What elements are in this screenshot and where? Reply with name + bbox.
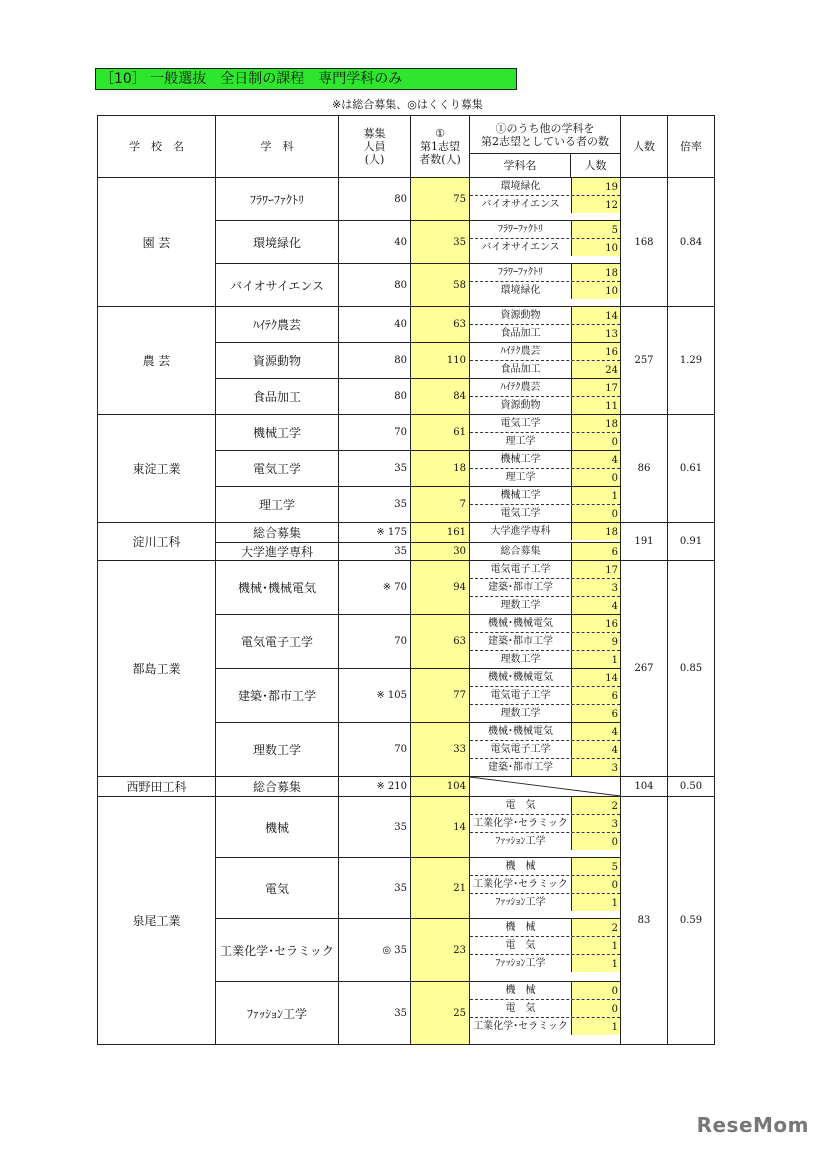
- first-choice-value: 63: [411, 615, 470, 669]
- header-first-choice: ① 第1志望 者数(人): [411, 116, 470, 178]
- second-choice-count: 5: [572, 221, 620, 238]
- capacity-value: ※ 210: [339, 777, 411, 797]
- list-item: [470, 686, 620, 704]
- table-row: [98, 307, 715, 343]
- second-choice-list: [470, 561, 621, 615]
- list-item: [470, 999, 620, 1017]
- capacity-value: 70: [339, 723, 411, 777]
- ratio-value: 0.91: [668, 523, 715, 561]
- header-second-choice: ①のうち他の学科を 第2志望としている者の数: [470, 116, 621, 154]
- second-choice-count: 4: [572, 597, 620, 614]
- second-choice-count: 0: [572, 1000, 620, 1017]
- second-choice-count: 14: [572, 307, 620, 324]
- second-choice-list: [470, 221, 621, 264]
- dept-name: 工業化学･セラミック: [216, 919, 339, 982]
- dept-name: 総合募集: [216, 777, 339, 797]
- list-item: [470, 396, 620, 414]
- total-value: 104: [621, 777, 668, 797]
- list-item: [470, 1017, 620, 1035]
- ratio-value: 0.84: [668, 178, 715, 307]
- school-name: 都島工業: [98, 561, 216, 777]
- list-item: [470, 954, 620, 972]
- empty-diagonal-cell: [470, 777, 621, 797]
- school-name: 淀川工科: [98, 523, 216, 561]
- first-choice-value: 61: [411, 415, 470, 451]
- list-item: [470, 324, 620, 342]
- first-choice-value: 33: [411, 723, 470, 777]
- capacity-value: 35: [339, 543, 411, 561]
- second-choice-count: 1: [572, 937, 620, 954]
- second-choice-list: [470, 615, 621, 669]
- second-choice-name: 機 械: [470, 919, 572, 936]
- table-row: [98, 561, 715, 615]
- header-sub-count: 人数: [571, 154, 621, 178]
- list-item: [470, 650, 620, 668]
- school-name: 西野田工科: [98, 777, 216, 797]
- second-choice-count: 16: [572, 615, 620, 632]
- admissions-table: [97, 115, 715, 1045]
- capacity-value: 35: [339, 858, 411, 919]
- second-choice-count: 17: [572, 561, 620, 578]
- list-item: [470, 543, 620, 560]
- second-choice-list: [470, 178, 621, 221]
- first-choice-value: 25: [411, 982, 470, 1045]
- second-choice-list: [470, 379, 621, 415]
- total-value: 257: [621, 307, 668, 415]
- second-choice-list: [470, 982, 621, 1045]
- first-choice-value: 84: [411, 379, 470, 415]
- second-choice-list: [470, 919, 621, 982]
- first-choice-value: 7: [411, 487, 470, 523]
- list-item: [470, 893, 620, 911]
- capacity-value: 35: [339, 487, 411, 523]
- second-choice-name: 機械工学: [470, 487, 572, 504]
- capacity-value: 35: [339, 982, 411, 1045]
- dept-name: 機械･機械電気: [216, 561, 339, 615]
- second-choice-name: バイオサイエンス: [470, 239, 572, 256]
- second-choice-count: 0: [572, 876, 620, 893]
- second-choice-count: 18: [572, 264, 620, 281]
- second-choice-count: 10: [572, 282, 620, 299]
- school-name: 東淀工業: [98, 415, 216, 523]
- page-title: ［10］ 一般選抜 全日制の課程 専門学科のみ: [95, 68, 517, 90]
- second-choice-count: 18: [572, 523, 620, 540]
- list-item: [470, 875, 620, 893]
- second-choice-name: 機械･機械電気: [470, 615, 572, 632]
- header-total: 人数: [621, 116, 668, 178]
- second-choice-count: 3: [572, 579, 620, 596]
- dept-name: ﾌｧｯｼｮﾝ工学: [216, 982, 339, 1045]
- second-choice-count: 10: [572, 239, 620, 256]
- second-choice-list: [470, 487, 621, 523]
- second-choice-list: [470, 415, 621, 451]
- second-choice-list: [470, 858, 621, 919]
- list-item: [470, 578, 620, 596]
- first-choice-value: 35: [411, 221, 470, 264]
- second-choice-name: 大学進学専科: [470, 523, 572, 540]
- list-item: [470, 797, 620, 814]
- table-row: [98, 523, 715, 543]
- list-item: [470, 195, 620, 213]
- second-choice-list: [470, 669, 621, 723]
- list-item: [470, 758, 620, 776]
- second-choice-name: 電気電子工学: [470, 741, 572, 758]
- second-choice-name: 理数工学: [470, 705, 572, 722]
- dept-name: 資源動物: [216, 343, 339, 379]
- total-value: 168: [621, 178, 668, 307]
- total-value: 191: [621, 523, 668, 561]
- dept-name: ﾊｲﾃｸ農芸: [216, 307, 339, 343]
- list-item: [470, 432, 620, 450]
- list-item: [470, 723, 620, 740]
- second-choice-count: 1: [572, 487, 620, 504]
- list-item: [470, 596, 620, 614]
- second-choice-count: 2: [572, 797, 620, 814]
- second-choice-name: 電気工学: [470, 505, 572, 522]
- first-choice-value: 75: [411, 178, 470, 221]
- total-value: 86: [621, 415, 668, 523]
- dept-name: 理数工学: [216, 723, 339, 777]
- list-item: [470, 669, 620, 686]
- second-choice-count: 6: [572, 705, 620, 722]
- list-item: [470, 523, 620, 540]
- ratio-value: 1.29: [668, 307, 715, 415]
- second-choice-count: 24: [572, 361, 620, 378]
- list-item: [470, 982, 620, 999]
- list-item: [470, 740, 620, 758]
- second-choice-name: 電気電子工学: [470, 561, 572, 578]
- ratio-value: 0.50: [668, 777, 715, 797]
- dept-name: 機械工学: [216, 415, 339, 451]
- capacity-value: ※ 105: [339, 669, 411, 723]
- list-item: [470, 415, 620, 432]
- list-item: [470, 281, 620, 299]
- dept-name: 環境緑化: [216, 221, 339, 264]
- second-choice-name: 理数工学: [470, 651, 572, 668]
- ratio-value: 0.59: [668, 797, 715, 1045]
- second-choice-name: 電 気: [470, 1000, 572, 1017]
- second-choice-count: 13: [572, 325, 620, 342]
- second-choice-count: 18: [572, 415, 620, 432]
- table-row: [98, 178, 715, 221]
- second-choice-name: ﾊｲﾃｸ農芸: [470, 343, 572, 360]
- first-choice-value: 21: [411, 858, 470, 919]
- second-choice-name: 電 気: [470, 937, 572, 954]
- first-choice-value: 110: [411, 343, 470, 379]
- school-name: 園 芸: [98, 178, 216, 307]
- second-choice-name: ﾊｲﾃｸ農芸: [470, 379, 572, 396]
- capacity-value: 35: [339, 451, 411, 487]
- table-row: [98, 797, 715, 858]
- capacity-value: ※ 175: [339, 523, 411, 543]
- first-choice-value: 161: [411, 523, 470, 543]
- school-name: 農 芸: [98, 307, 216, 415]
- capacity-value: 40: [339, 221, 411, 264]
- second-choice-name: 機械･機械電気: [470, 669, 572, 686]
- second-choice-name: 電 気: [470, 797, 572, 814]
- capacity-value: 80: [339, 343, 411, 379]
- list-item: [470, 858, 620, 875]
- second-choice-name: ﾌｧｯｼｮﾝ工学: [470, 955, 572, 972]
- list-item: [470, 307, 620, 324]
- second-choice-name: 建築･都市工学: [470, 633, 572, 650]
- capacity-value: ※ 70: [339, 561, 411, 615]
- second-choice-count: 4: [572, 451, 620, 468]
- dept-name: 食品加工: [216, 379, 339, 415]
- list-item: [470, 343, 620, 360]
- second-choice-count: 0: [572, 469, 620, 486]
- table-row: [98, 415, 715, 451]
- capacity-value: 40: [339, 307, 411, 343]
- capacity-value: 70: [339, 415, 411, 451]
- second-choice-count: 11: [572, 397, 620, 414]
- second-choice-name: 電気電子工学: [470, 687, 572, 704]
- second-choice-count: 4: [572, 741, 620, 758]
- list-item: [470, 379, 620, 396]
- second-choice-count: 1: [572, 651, 620, 668]
- second-choice-name: 資源動物: [470, 307, 572, 324]
- second-choice-list: [470, 343, 621, 379]
- second-choice-list: [470, 543, 621, 561]
- second-choice-name: ﾌﾗﾜｰﾌｧｸﾄﾘ: [470, 264, 572, 281]
- resemom-logo: ReseMom: [696, 1113, 809, 1137]
- header-sub-name: 学科名: [470, 154, 571, 178]
- capacity-value: 80: [339, 178, 411, 221]
- second-choice-count: 16: [572, 343, 620, 360]
- dept-name: 建築･都市工学: [216, 669, 339, 723]
- second-choice-count: 9: [572, 633, 620, 650]
- header-ratio: 倍率: [668, 116, 715, 178]
- second-choice-count: 0: [572, 433, 620, 450]
- list-item: [470, 561, 620, 578]
- first-choice-value: 30: [411, 543, 470, 561]
- second-choice-name: 総合募集: [470, 543, 572, 560]
- second-choice-name: 食品加工: [470, 325, 572, 342]
- first-choice-value: 63: [411, 307, 470, 343]
- second-choice-name: 工業化学･セラミック: [470, 876, 572, 893]
- list-item: [470, 704, 620, 722]
- capacity-value: ◎ 35: [339, 919, 411, 982]
- second-choice-list: [470, 797, 621, 858]
- second-choice-name: 理工学: [470, 433, 572, 450]
- second-choice-name: 機械･機械電気: [470, 723, 572, 740]
- dept-name: 電気電子工学: [216, 615, 339, 669]
- second-choice-name: 工業化学･セラミック: [470, 815, 572, 832]
- list-item: [470, 238, 620, 256]
- header-dept: 学 科: [216, 116, 339, 178]
- second-choice-count: 1: [572, 894, 620, 911]
- table-row: [98, 777, 715, 797]
- first-choice-value: 58: [411, 264, 470, 307]
- dept-name: バイオサイエンス: [216, 264, 339, 307]
- second-choice-count: 0: [572, 982, 620, 999]
- list-item: [470, 487, 620, 504]
- first-choice-value: 18: [411, 451, 470, 487]
- second-choice-count: 0: [572, 833, 620, 850]
- second-choice-name: 工業化学･セラミック: [470, 1018, 572, 1035]
- first-choice-value: 77: [411, 669, 470, 723]
- second-choice-name: 機 械: [470, 982, 572, 999]
- total-value: 267: [621, 561, 668, 777]
- second-choice-name: 機械工学: [470, 451, 572, 468]
- second-choice-name: ﾌｧｯｼｮﾝ工学: [470, 894, 572, 911]
- list-item: [470, 632, 620, 650]
- list-item: [470, 468, 620, 486]
- list-item: [470, 451, 620, 468]
- second-choice-count: 6: [572, 543, 620, 560]
- list-item: [470, 615, 620, 632]
- second-choice-list: [470, 264, 621, 307]
- second-choice-count: 3: [572, 815, 620, 832]
- list-item: [470, 936, 620, 954]
- list-item: [470, 221, 620, 238]
- first-choice-value: 14: [411, 797, 470, 858]
- capacity-value: 80: [339, 379, 411, 415]
- legend-note: ※は総合募集、◎はくくり募集: [332, 98, 483, 111]
- capacity-value: 80: [339, 264, 411, 307]
- list-item: [470, 264, 620, 281]
- second-choice-count: 0: [572, 505, 620, 522]
- dept-name: 電気工学: [216, 451, 339, 487]
- second-choice-list: [470, 523, 621, 543]
- second-choice-count: 1: [572, 1018, 620, 1035]
- second-choice-count: 12: [572, 196, 620, 213]
- second-choice-name: 食品加工: [470, 361, 572, 378]
- dept-name: 機械: [216, 797, 339, 858]
- total-value: 83: [621, 797, 668, 1045]
- dept-name: 大学進学専科: [216, 543, 339, 561]
- dept-name: ﾌﾗﾜｰﾌｧｸﾄﾘ: [216, 178, 339, 221]
- second-choice-count: 14: [572, 669, 620, 686]
- second-choice-count: 17: [572, 379, 620, 396]
- dept-name: 総合募集: [216, 523, 339, 543]
- second-choice-list: [470, 307, 621, 343]
- second-choice-name: 電気工学: [470, 415, 572, 432]
- list-item: [470, 814, 620, 832]
- second-choice-name: 環境緑化: [470, 282, 572, 299]
- first-choice-value: 94: [411, 561, 470, 615]
- capacity-value: 35: [339, 797, 411, 858]
- list-item: [470, 832, 620, 850]
- second-choice-count: 5: [572, 858, 620, 875]
- header-school: 学 校 名: [98, 116, 216, 178]
- first-choice-value: 23: [411, 919, 470, 982]
- second-choice-list: [470, 723, 621, 777]
- second-choice-list: [470, 451, 621, 487]
- ratio-value: 0.61: [668, 415, 715, 523]
- second-choice-name: 建築･都市工学: [470, 759, 572, 776]
- second-choice-name: 資源動物: [470, 397, 572, 414]
- dept-name: 電気: [216, 858, 339, 919]
- list-item: [470, 504, 620, 522]
- second-choice-count: 19: [572, 178, 620, 195]
- second-choice-name: 理工学: [470, 469, 572, 486]
- dept-name: 理工学: [216, 487, 339, 523]
- list-item: [470, 360, 620, 378]
- second-choice-count: 6: [572, 687, 620, 704]
- second-choice-count: 3: [572, 759, 620, 776]
- second-choice-name: バイオサイエンス: [470, 196, 572, 213]
- second-choice-name: 環境緑化: [470, 178, 572, 195]
- second-choice-name: ﾌｧｯｼｮﾝ工学: [470, 833, 572, 850]
- list-item: [470, 178, 620, 195]
- second-choice-count: 1: [572, 955, 620, 972]
- second-choice-count: 2: [572, 919, 620, 936]
- second-choice-name: ﾌﾗﾜｰﾌｧｸﾄﾘ: [470, 221, 572, 238]
- second-choice-count: 4: [572, 723, 620, 740]
- capacity-value: 70: [339, 615, 411, 669]
- second-choice-name: 機 械: [470, 858, 572, 875]
- school-name: 泉尾工業: [98, 797, 216, 1045]
- second-choice-name: 建築･都市工学: [470, 579, 572, 596]
- second-choice-name: 理数工学: [470, 597, 572, 614]
- first-choice-value: 104: [411, 777, 470, 797]
- list-item: [470, 919, 620, 936]
- header-capacity: 募集 人員 (人): [339, 116, 411, 178]
- ratio-value: 0.85: [668, 561, 715, 777]
